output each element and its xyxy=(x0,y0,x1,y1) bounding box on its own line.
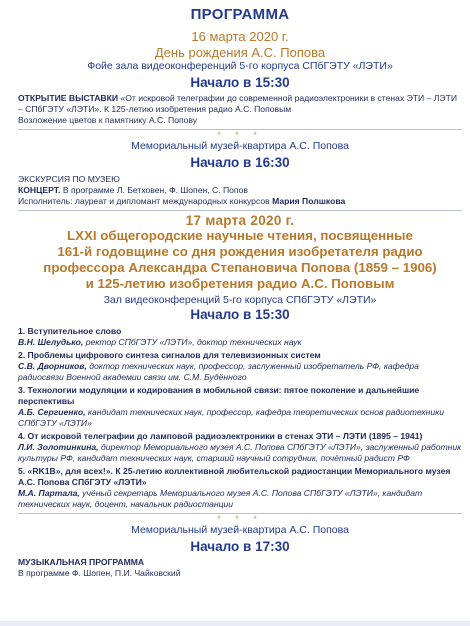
talk-author: А.Б. Сергиенко, xyxy=(18,407,86,417)
day1-date: 16 марта 2020 г. xyxy=(191,29,289,44)
day2-heading-line-1: LXXI общегородские научные чтения, посвященные xyxy=(67,228,413,243)
talk-author-line xyxy=(18,337,302,347)
stars-divider: * * * xyxy=(217,130,263,140)
talk-title: 2. Проблемы цифрового синтеза сигналов для телевизионных систем xyxy=(18,350,321,360)
program-page xyxy=(0,6,470,626)
talk-title: 1. Вступительное слово xyxy=(18,326,122,336)
talk-author-line xyxy=(18,488,422,509)
stars-divider: * * * xyxy=(217,514,263,524)
talk-author-desc: ректор СПбГЭТУ «ЛЭТИ», доктор технических наук xyxy=(85,337,302,347)
talk-author-desc: кандидат технических наук, профессор, кафедра теоретических основ радиотехники СПбГЭТУ «ЛЭТИ» xyxy=(18,407,444,428)
music-venue: Мемориальный музей-квартира А.С. Попова xyxy=(131,524,349,536)
performer-label: Исполнитель: лауреат и дипломант международных конкурсов xyxy=(18,196,270,206)
day2-heading-line-3: профессора Александра Степановича Попова (1859 – 1906) xyxy=(43,260,437,275)
day2-heading-line-4: и 125-летию изобретения радио А.С. Поповым xyxy=(85,276,395,291)
music-text: В программе Ф. Шопен, П.И. Чайковский xyxy=(18,568,181,578)
talk-author-desc: учёный секретарь Мемориального музея А.С. Попова СПбГЭТУ «ЛЭТИ», кандидат технических наук, доцент, начальник радиостанции xyxy=(18,488,423,509)
music-start-time: Начало в 17:30 xyxy=(190,539,290,554)
exhibition-text: «От искровой телеграфии до современной радиоэлектроники в стенах ЭТИ – ЛЭТИ – СПбГЭТУ «ЛЭТИ». К 125-летию изобретения радио А.С. Поповым xyxy=(18,93,458,114)
day2-heading-line-2: 161-й годовщине со дня рождения изобретателя радио xyxy=(57,244,423,259)
day1-start-time: Начало в 15:30 xyxy=(190,75,290,90)
day2-start-time: Начало в 15:30 xyxy=(190,307,290,322)
exhibition-paragraph xyxy=(18,93,462,115)
page-title: ПРОГРАММА xyxy=(190,6,290,23)
talk-item xyxy=(18,326,462,348)
talk-author-line xyxy=(18,442,461,463)
talk-title: 4. От искровой телеграфии до ламповой радиоэлектроники в стенах ЭТИ – ЛЭТИ (1895 – 1941) xyxy=(18,431,423,441)
talk-author: С.В. Дворников, xyxy=(18,361,87,371)
museum-venue: Мемориальный музей-квартира А.С. Попова xyxy=(131,140,349,152)
flowers-line: Возложение цветов к памятнику А.С. Попову xyxy=(18,115,198,125)
talks-list xyxy=(18,326,462,510)
talk-title: 3. Технологии модуляции и кодирования в мобильной связи: пятое поколение и дальнейшие перспективы xyxy=(18,385,420,406)
talk-item xyxy=(18,431,462,464)
concert-label: КОНЦЕРТ. xyxy=(18,185,61,195)
day2-date: 17 марта 2020 г. xyxy=(185,213,295,228)
talk-author-desc: директор Мемориального музея А.С. Попова СПбГЭТУ «ЛЭТИ», заслуженный работник культуры РФ, кандидат технических наук, старший научный сотрудник, почётный радист РФ xyxy=(18,442,462,463)
divider xyxy=(18,210,462,211)
talk-author: Л.И. Золотинкина, xyxy=(18,442,99,452)
day1-event: День рождения А.С. Попова xyxy=(154,45,326,60)
performer-name: Мария Полшкова xyxy=(272,196,346,206)
talk-author-desc: доктор технических наук, профессор, заслуженный изобретатель РФ, кафедра радиосвязи Военной академии связи им. С.М. Будённого xyxy=(18,361,419,382)
talk-author-line xyxy=(18,361,419,382)
music-label: МУЗЫКАЛЬНАЯ ПРОГРАММА xyxy=(18,557,145,567)
concert-line xyxy=(18,185,462,196)
talk-item xyxy=(18,350,462,383)
exhibition-label: ОТКРЫТИЕ ВЫСТАВКИ xyxy=(18,93,119,103)
footer-band xyxy=(0,621,470,626)
excursion-label: ЭКСКУРСИЯ ПО МУЗЕЮ xyxy=(18,174,120,184)
day1-venue: Фойе зала видеоконференций 5-го корпуса СПбГЭТУ «ЛЭТИ» xyxy=(87,60,393,72)
talk-title: 5. «RK1B», для всех!». К 25-летию коллективной любительской радиостанции Мемориального музея А.С. Попова СПбГЭТУ «ЛЭТИ» xyxy=(18,466,451,487)
talk-item xyxy=(18,385,462,429)
talk-author: М.А. Партала, xyxy=(18,488,80,498)
museum-start-time: Начало в 16:30 xyxy=(190,155,290,170)
performer-line xyxy=(18,196,462,207)
talk-item xyxy=(18,466,462,510)
day2-venue: Зал видеоконференций 5-го корпуса СПбГЭТУ «ЛЭТИ» xyxy=(103,294,377,306)
talk-author: В.Н. Шелудько, xyxy=(18,337,84,347)
talk-author-line xyxy=(18,407,444,428)
concert-text: В программе Л. Бетховен, Ф. Шопен, С. Попов xyxy=(62,185,248,195)
